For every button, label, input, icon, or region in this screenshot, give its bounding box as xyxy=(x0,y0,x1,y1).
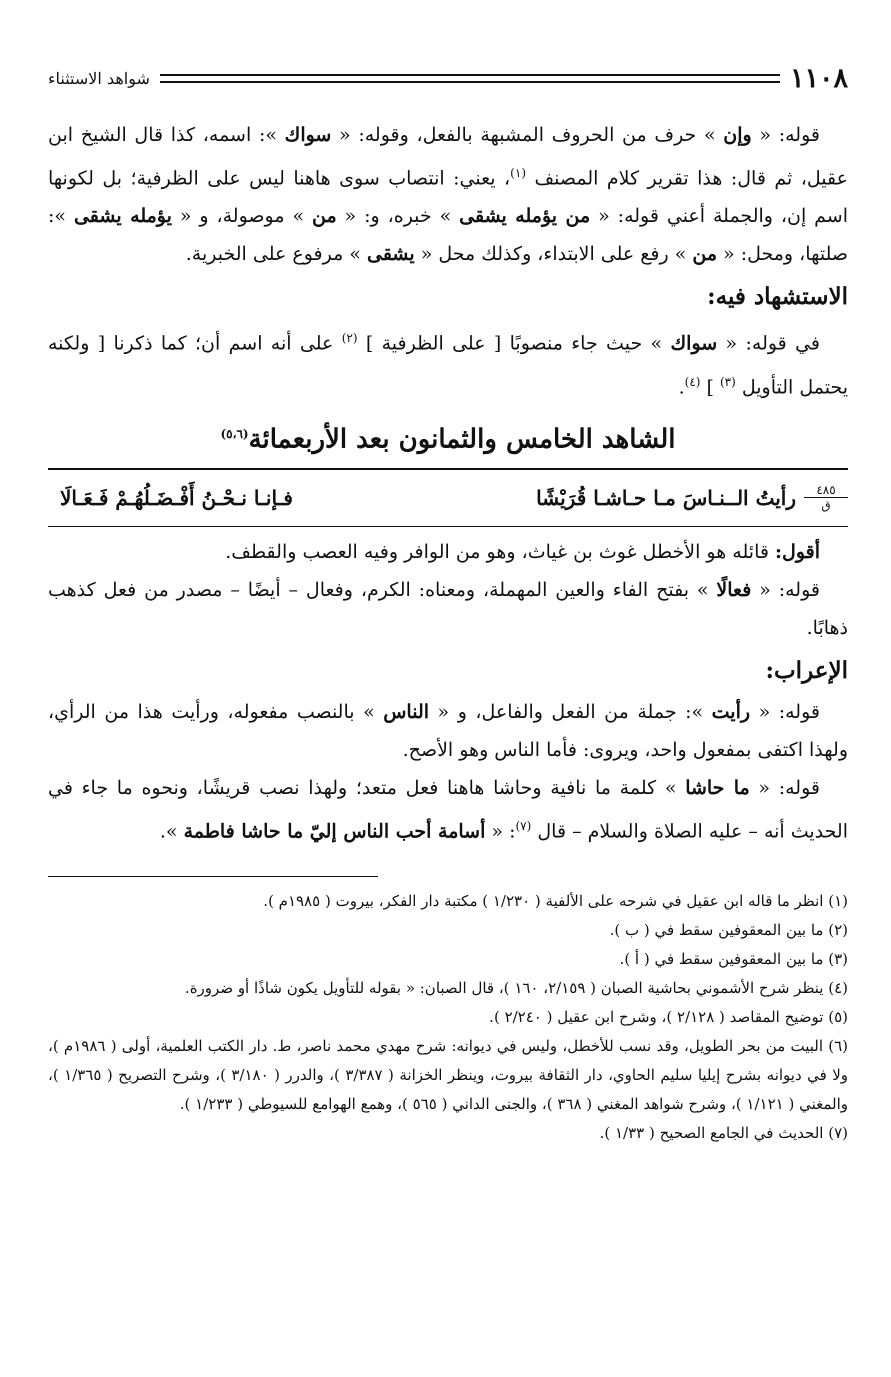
text-run: ». xyxy=(159,819,184,842)
footnote: (٣) ما بين المعقوفين سقط في ( أ ). xyxy=(619,949,848,968)
footnote-ref[interactable]: (٣) xyxy=(719,374,736,389)
text-run: قوله: « xyxy=(750,700,820,723)
text-run: » رفع على الابتداء، وكذلك محل « xyxy=(414,243,693,266)
bold-term: يشقى xyxy=(366,243,415,266)
footnote-separator xyxy=(48,876,378,877)
verse-sigil: ق xyxy=(821,498,831,513)
text-run: » بالنصب مفعوله، ورأيت هذا من الرأي، ولهذا اكتفى بمفعول واحد، ويروى: فأما الناس وهو الأصح. xyxy=(48,700,848,761)
text-run: قوله: « xyxy=(749,776,820,799)
bold-term: أقول: xyxy=(775,540,820,563)
footnote: (٧) الحديث في الجامع الصحيح ( ١/٣٣ ). xyxy=(599,1123,848,1142)
text-run: قوله: « xyxy=(751,124,820,146)
verse-hemistich-second: فـإنـا نـحْـنُ أَفْـضَـلُهُـمْ فَـعَـالَا xyxy=(60,485,293,510)
text-run: ] xyxy=(700,375,720,398)
footnote-ref[interactable]: (١) xyxy=(510,166,526,180)
text-run: . xyxy=(678,375,685,398)
text-run: ، يعني: انتصاب سوى هاهنا ليس على الظرفية؛ بل لكونها اسم إن، والجملة أعني قوله: « xyxy=(48,167,848,228)
header-rule xyxy=(160,74,780,83)
footnote: (٥) توضيح المقاصد ( ٢/١٢٨ )، وشرح ابن عقيل ( ٢/٢٤٠ ). xyxy=(489,1007,848,1026)
shahid-title-text: الشاهد الخامس والثمانون بعد الأربعمائة xyxy=(248,424,676,455)
aqul-paragraph xyxy=(48,533,848,571)
bold-term: فعالًا xyxy=(716,578,752,601)
text-run: »: جملة من الفعل والفاعل، و « xyxy=(429,700,712,723)
bold-term: يؤمله يشقى xyxy=(73,205,172,228)
text-run: قوله: « xyxy=(751,578,820,601)
page-number: ١١٠٨ xyxy=(789,62,848,94)
istishhad-paragraph xyxy=(48,319,848,406)
bold-term: سواك xyxy=(670,332,718,355)
page xyxy=(48,58,848,1148)
text-run: » مرفوع على الخبرية. xyxy=(185,243,367,266)
istishhad-heading: الاستشهاد فيه: xyxy=(707,283,848,311)
bold-term: ما حاشا xyxy=(685,776,750,799)
text-run: » حرف من الحروف المشبهة بالفعل، وقوله: « xyxy=(331,124,724,146)
shahid-title xyxy=(48,410,848,464)
text-run: : « xyxy=(485,819,516,842)
footnote-ref[interactable]: (٢) xyxy=(341,331,358,346)
text-run: في قوله: « xyxy=(717,332,821,355)
footnote: (٦) البيت من بحر الطويل، وقد نسب للأخطل، وليس في ديوانه: شرح مهدي محمد ناصر، ط. دار الكتب العلمية، أولى ( ١٩٨٦م )، ولا في ديوانه بشرح إيليا سليم الحاوي، دار الثقافة بيروت، وينظر الخزانة ( ٣/٣٨٧ )، والدرر ( ٣/١٨٠ )، وشرح التصريح ( ١/٣٦٥ )، والمغني ( ١/١٢١ )، وشرح شواهد المغني ( ٣٦٨ )، والجنى الداني ( ٥٦٥ )، وهمع الهوامع للسيوطي ( ١/٢٣٣ ). xyxy=(48,1036,849,1113)
text-run: »: اسمه، كذا قال الشيخ ابن عقيل، ثم قال: هذا تقرير كلام المصنف xyxy=(48,124,848,190)
footnote-ref[interactable]: (٤) xyxy=(684,374,701,389)
fa3al-paragraph xyxy=(48,571,848,647)
footnotes xyxy=(48,887,848,1148)
footnote: (١) انظر ما قاله ابن عقيل في شرحه على الألفية ( ١/٢٣٠ ) مكتبة دار الفكر، بيروت ( ١٩٨٥م ). xyxy=(263,891,848,910)
bold-term: سواك xyxy=(284,124,332,146)
irab-heading: الإعراب: xyxy=(765,656,848,684)
verse-number xyxy=(804,483,848,512)
bold-term: وإن xyxy=(723,124,752,146)
irab-paragraph-1 xyxy=(48,693,848,769)
text-run: » بفتح الفاء والعين المهملة، ومعناه: الكرم، وفعال – أيضًا – مصدر من فعل كذهب ذهابًا. xyxy=(48,578,848,639)
footnote: (٤) ينظر شرح الأشموني بحاشية الصبان ( ٢/١٥٩، ١٦٠ )، قال الصبان: « بقوله للتأويل يكون شاذًا أو ضرورة. xyxy=(184,978,848,997)
irab-paragraph-2 xyxy=(48,769,848,850)
verse-hemistich-first: رأيتُ الــنـاسَ مـا حـاشـا قُرَيْشًا xyxy=(536,485,796,510)
footnote: (٢) ما بين المعقوفين سقط في ( ب ). xyxy=(609,920,848,939)
text-run: » كلمة ما نافية وحاشا هاهنا فعل متعد؛ ولهذا نصب قريشًا، ونحوه ما جاء في الحديث أنه – عليه الصلاة والسلام – قال xyxy=(48,776,848,842)
bold-term: الناس xyxy=(383,700,430,723)
running-title: شواهد الاستثناء xyxy=(48,68,150,88)
bold-term: من xyxy=(692,243,717,266)
footnote-ref[interactable]: (٧) xyxy=(515,818,532,833)
bold-term: من يؤمله يشقى xyxy=(459,205,591,228)
text-run: على أنه اسم أن؛ كما ذكرنا [ ولكنه يحتمل التأويل xyxy=(48,332,848,398)
verse-number-value: ٤٨٥ xyxy=(804,483,848,498)
text-run: » حيث جاء منصوبًا [ على الظرفية ] xyxy=(357,332,671,355)
bold-term: أسامة أحب الناس إليّ ما حاشا فاطمة xyxy=(183,819,486,842)
commentary-paragraph xyxy=(48,116,848,273)
text-run: »: صلتها، ومحل: « xyxy=(48,205,848,266)
page-header xyxy=(48,58,848,98)
verse-line xyxy=(48,468,848,527)
bold-term: رأيت xyxy=(711,700,751,723)
footnote-ref[interactable]: (٥،٦) xyxy=(220,426,249,441)
text-run: » خبره، و: « xyxy=(336,205,460,228)
bold-term: من xyxy=(312,205,337,228)
text-run: » موصولة، و « xyxy=(171,205,312,228)
text-run: قائله هو الأخطل غوث بن غياث، وهو من الوافر وفيه العصب والقطف. xyxy=(225,540,775,563)
